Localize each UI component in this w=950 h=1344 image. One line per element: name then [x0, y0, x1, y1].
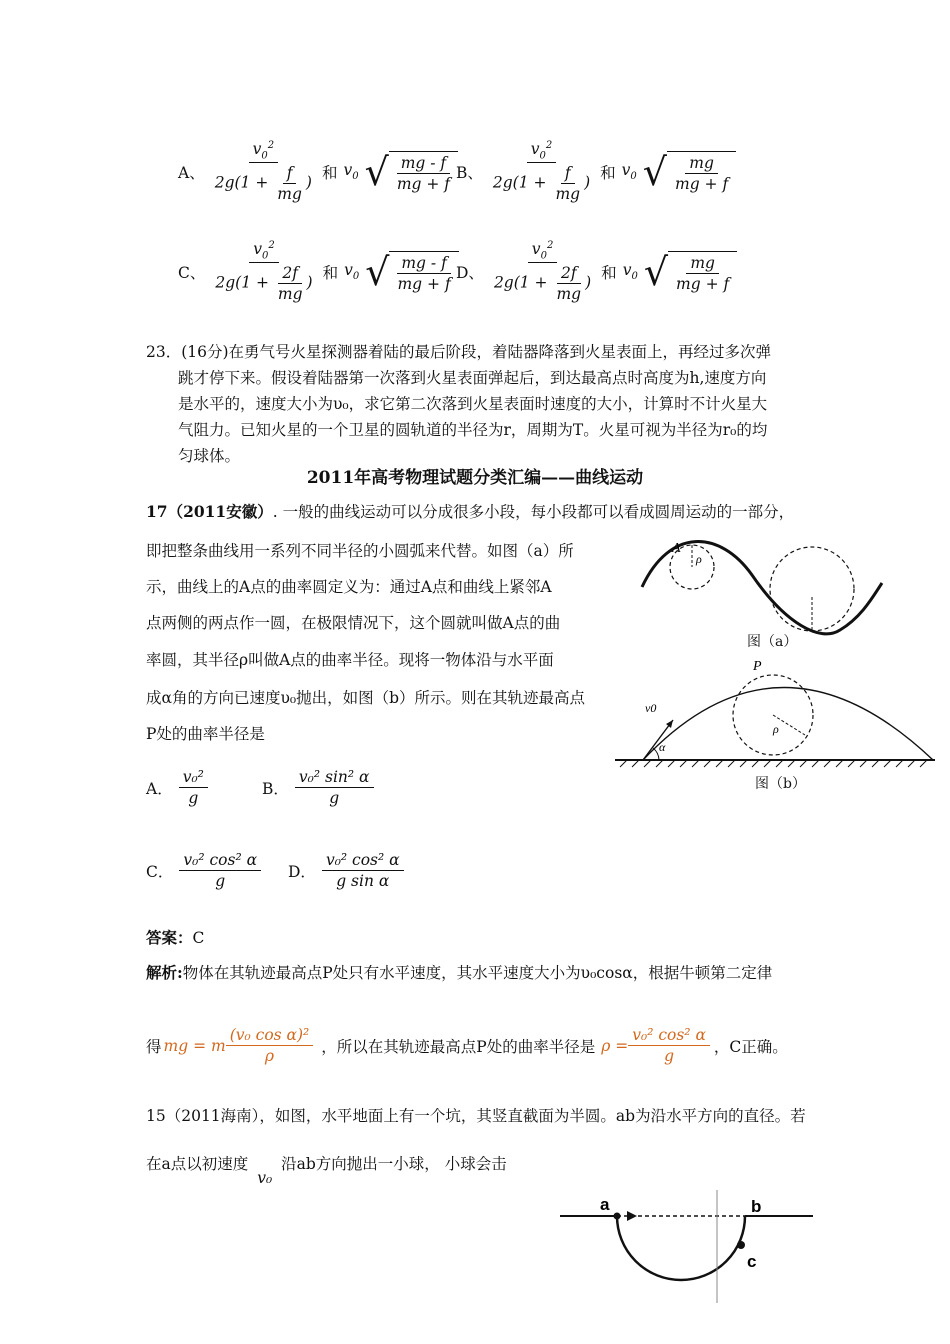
q17-eq-radius-num: v₀² cos² α — [628, 1026, 710, 1046]
q17-analysis-text-1: 物体在其轨迹最高点P处只有水平速度，其水平速度大小为υ₀cosα，根据牛顿第二定律 — [182, 964, 773, 982]
q17-option-b-label: B． — [262, 779, 289, 798]
fig-b-caption: 图（b） — [755, 776, 806, 792]
q22-option-2[interactable] — [178, 240, 459, 303]
q17-head: 17（2011安徽） — [146, 502, 273, 521]
q22-option-label: D、 — [456, 263, 484, 282]
q17-analysis-mid: ，所以在其轨迹最高点P处的曲率半径是 — [321, 1037, 596, 1056]
q17-option-b-den: g — [329, 789, 340, 807]
q22-rad-num: mg - f — [397, 254, 450, 274]
q22-rad-den: mg + f — [397, 274, 451, 293]
q22-he: 和 — [601, 263, 617, 282]
fig-b-label-alpha: α — [659, 740, 666, 754]
q17-eq-radius — [601, 1026, 710, 1065]
q17-eq-radius-den: g — [664, 1047, 675, 1065]
q15-line-1: 15（2011海南），如图，水平地面上有一个坑，其竖直截面为半圆。ab为沿水平方向的直径。若 — [146, 1107, 806, 1125]
q15-fig-label-a: a — [600, 1195, 610, 1214]
q22-option-0[interactable] — [178, 140, 458, 203]
q17-line-5: 率圆，其半径ρ叫做A点的曲率半径。现将一物体沿与水平面 — [146, 651, 554, 669]
q22-rad-den: mg + f — [676, 274, 730, 293]
q17-eq-newton-num: (v₀ cos α)² — [226, 1026, 314, 1046]
q23-line-4: 气阻力。已知火星的一个卫星的圆轨道的半径为r，周期为T。火星可视为半径为r₀的均 — [178, 421, 768, 439]
q22-height-fraction: $v_0^2$ 2g(1 + $\frac{f}{mg}$ ) — [492, 140, 591, 204]
q17-option-c-label: C． — [146, 862, 174, 881]
q15-line-2 — [146, 1152, 507, 1187]
q22-rad-den: mg + f — [396, 174, 451, 193]
fig-b-label-rho: ρ — [773, 722, 779, 736]
q22-rad-num: mg - f — [397, 154, 450, 174]
q17-eq-radius-lhs: ρ = — [601, 1036, 629, 1055]
q22-option-label: C、 — [178, 263, 206, 282]
q22-he: 和 — [600, 163, 616, 182]
fig-a-label-rho: ρ — [696, 552, 702, 566]
q17-analysis-de: 得 — [146, 1037, 162, 1056]
q17-option-d-label: D． — [288, 862, 316, 881]
q22-v0: $v_0$ — [344, 261, 360, 283]
q22-rad-den: mg + f — [675, 174, 729, 193]
q17-option-b[interactable] — [262, 768, 374, 807]
q22-he: 和 — [322, 263, 339, 282]
figure-b-projectile — [615, 655, 935, 770]
q15-fig-label-b: b — [751, 1197, 762, 1216]
q22-height-fraction: $v_0^2$ 2g(1 + $\frac{f}{mg}$ ) — [214, 140, 312, 204]
q15-fig-label-c: c — [747, 1252, 757, 1271]
q17-analysis-label: 解析: — [146, 963, 183, 982]
q22-option-1[interactable] — [456, 140, 736, 203]
q22-option-3[interactable] — [456, 240, 737, 303]
q22-sqrt: √ $\frac{mg}{mg + f}$ — [644, 251, 737, 293]
q22-den-inner: 2f — [278, 264, 302, 284]
q17-analysis-line-1 — [146, 961, 772, 983]
q17-option-d[interactable] — [288, 851, 404, 890]
q17-line-2: 即把整条曲线用一系列不同半径的小圆弧来代替。如图（a）所 — [146, 542, 574, 560]
q22-height-fraction: $v_0^2$ 2g(1 + $\frac{2f}{mg}$ ) — [493, 240, 592, 304]
q22-option-label: B、 — [456, 163, 483, 182]
q17-line-4: 点两侧的两点作一圆，在极限情况下，这个圆就叫做A点的曲 — [146, 614, 561, 632]
q22-sqrt: √ $\frac{mg - f}{mg + f}$ — [365, 151, 458, 193]
q17-line-1: . 一般的曲线运动可以分成很多小段，每小段都可以看成圆周运动的一部分， — [272, 503, 795, 521]
q17-option-a[interactable] — [146, 768, 208, 807]
q23-line-1: 23．(16分)在勇气号火星探测器着陆的最后阶段，着陆器降落到火星表面上，再经过多次弹 — [146, 343, 772, 361]
q22-v0: $v_0$ — [622, 261, 638, 283]
q22-he: 和 — [321, 163, 338, 182]
fig-b-label-v0: v0 — [645, 701, 657, 715]
q22-v0: $v_0$ — [343, 161, 359, 183]
q15-v0: v₀ — [257, 1169, 273, 1187]
q22-height-fraction: $v_0^2$ 2g(1 + $\frac{2f}{mg}$ ) — [215, 240, 313, 304]
q23-line-2: 跳才停下来。假设着陆器第一次落到火星表面弹起后，到达最高点时高度为h,速度方向 — [178, 369, 767, 387]
q17-option-a-label: A． — [146, 779, 173, 798]
q17-option-d-num: v₀² cos² α — [322, 851, 404, 871]
q22-rad-num: mg — [685, 154, 718, 174]
q17-answer-label: 答案： — [146, 928, 193, 947]
q17-analysis-end: ，C正确。 — [713, 1037, 788, 1056]
q17-eq-newton-lhs: mg = m — [163, 1036, 226, 1055]
q15-line-2a: 在a点以初速度 — [146, 1155, 249, 1173]
q17-analysis-line-2 — [146, 1026, 788, 1065]
q22-sqrt: √ $\frac{mg}{mg + f}$ — [643, 151, 736, 193]
q17-option-d-den: g sin α — [336, 872, 390, 890]
q17-option-c-den: g — [215, 872, 226, 890]
q17-option-c-num: v₀² cos² α — [179, 851, 261, 871]
q22-v0: $v_0$ — [621, 161, 637, 183]
q17-line-6: 成α角的方向已速度υ₀抛出，如图（b）所示。则在其轨迹最高点 — [146, 689, 586, 707]
q22-option-label: A、 — [178, 163, 205, 182]
fig-a-caption: 图（a） — [747, 634, 798, 650]
q17-option-a-den: g — [188, 789, 199, 807]
q22-den-inner: f — [283, 164, 297, 184]
section-title: 2011年高考物理试题分类汇编——曲线运动 — [306, 468, 644, 488]
q22-den-inner: 2f — [557, 264, 581, 284]
q17-option-c[interactable] — [146, 851, 261, 890]
q17-first-line — [146, 500, 794, 522]
q17-answer-value: C — [192, 929, 205, 947]
q22-sqrt: √ $\frac{mg - f}{mg + f}$ — [365, 251, 458, 293]
q17-option-a-num: v₀² — [179, 768, 208, 788]
q22-den-inner: f — [561, 164, 575, 184]
q17-eq-newton — [164, 1026, 314, 1065]
fig-a-label-A: A — [672, 541, 681, 556]
q22-rad-num: mg — [686, 254, 719, 274]
q23-line-3: 是水平的，速度大小为υ₀，求它第二次落到火星表面时速度的大小，计算时不计火星大 — [178, 395, 768, 413]
q23-line-5: 匀球体。 — [178, 447, 241, 465]
q17-option-b-num: v₀² sin² α — [295, 768, 374, 788]
fig-b-label-P: P — [753, 659, 762, 674]
q15-line-2b: 沿ab方向抛出一小球， 小球会击 — [281, 1155, 507, 1173]
q17-eq-newton-den: ρ — [264, 1047, 275, 1065]
q17-answer — [146, 926, 204, 948]
figure-q15-pit — [555, 1185, 825, 1310]
q17-line-7: P处的曲率半径是 — [146, 725, 265, 743]
q17-line-3: 示，曲线上的A点的曲率圆定义为：通过A点和曲线上紧邻A — [146, 578, 552, 596]
